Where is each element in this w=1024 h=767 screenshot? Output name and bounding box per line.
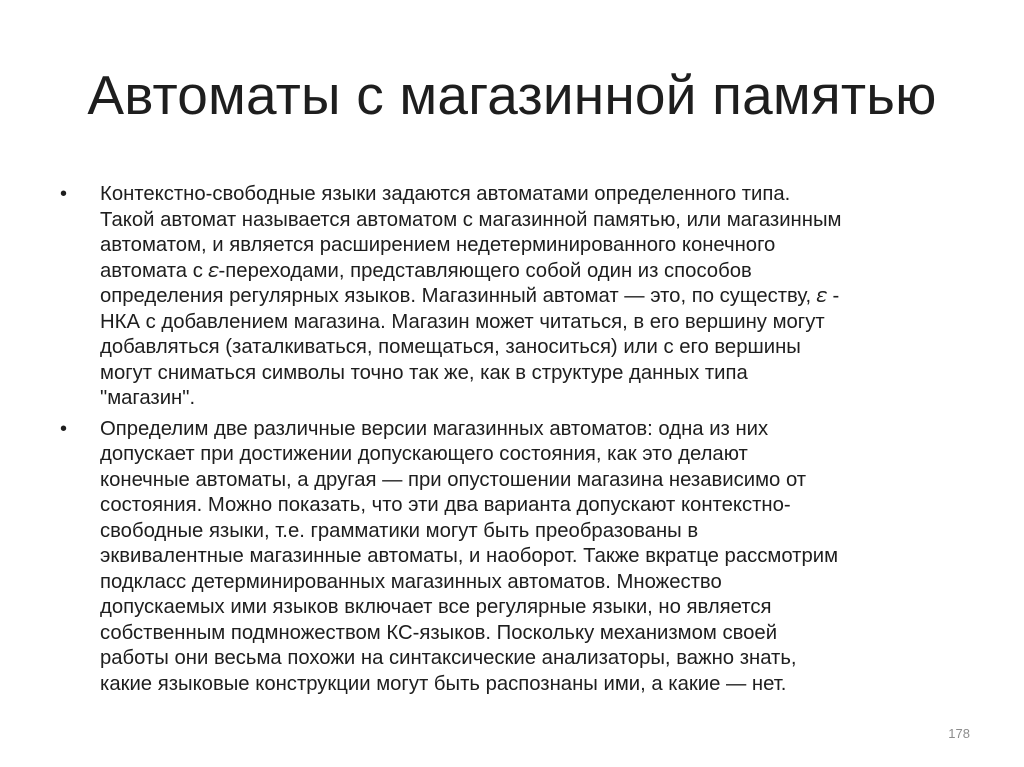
bullet-1-line-3: автоматом, и является расширением недетерминированного конечного — [100, 234, 776, 256]
bullet-2-line-4: состояния. Можно показать, что эти два варианта допускают контекстно- — [100, 494, 791, 516]
bullet-2-line-3: конечные автоматы, а другая — при опустошении магазина независимо от — [100, 468, 807, 491]
bullet-list — [60, 182, 980, 702]
bullet-1-line-7: добавляться (заталкиваться, помещаться, заноситься) или с его вершины — [100, 336, 801, 358]
bullet-2-line-7: подкласс детерминированных магазинных автоматов. Множество — [100, 570, 722, 593]
bullet-item-1 — [60, 182, 980, 412]
bullet-1-line-6: НКА с добавлением магазина. Магазин может читаться, в его вершину могут — [100, 310, 825, 333]
bullet-1-line-4: автомата с 𝜀-переходами, представляющего собой один из способов — [100, 259, 752, 282]
bullet-2-line-2: допускает при достижении допускающего состояния, как это делают — [100, 443, 748, 465]
bullet-1-line-8: могут сниматься символы точно так же, как в структуре данных типа — [100, 361, 748, 384]
page-number: 178 — [948, 726, 970, 741]
bullet-item-2 — [60, 417, 980, 698]
slide-title: Автоматы с магазинной памятью — [87, 64, 937, 126]
bullet-1-line-9: "магазин". — [100, 387, 196, 409]
bullet-1-line-2: Такой автомат называется автоматом с магазинной памятью, или магазинным — [100, 208, 842, 231]
bullet-1-line-5: определения регулярных языков. Магазинный автомат — это, по существу, 𝜀 - — [100, 285, 840, 307]
bullet-2-line-10: работы они весьма похожи на синтаксические анализаторы, важно знать, — [100, 647, 797, 669]
bullet-2-line-11: какие языковые конструкции могут быть распознаны ими, а какие — нет. — [100, 672, 787, 695]
bullet-1-line-1: Контекстно-свободные языки задаются автоматами определенного типа. — [100, 183, 791, 205]
bullet-icon: • — [60, 183, 68, 205]
bullet-2-line-5: свободные языки, т.е. грамматики могут быть преобразованы в — [100, 519, 699, 542]
bullet-2-line-1: Определим две различные версии магазинных автоматов: одна из них — [100, 417, 769, 440]
bullet-icon: • — [60, 417, 68, 440]
bullet-2-line-9: собственным подмножеством КС-языков. Поскольку механизмом своей — [100, 621, 778, 644]
bullet-2-line-8: допускаемых ими языков включает все регулярные языки, но является — [100, 596, 772, 618]
bullet-2-line-6: эквивалентные магазинные автоматы, и наоборот. Также вкратце рассмотрим — [100, 545, 839, 567]
